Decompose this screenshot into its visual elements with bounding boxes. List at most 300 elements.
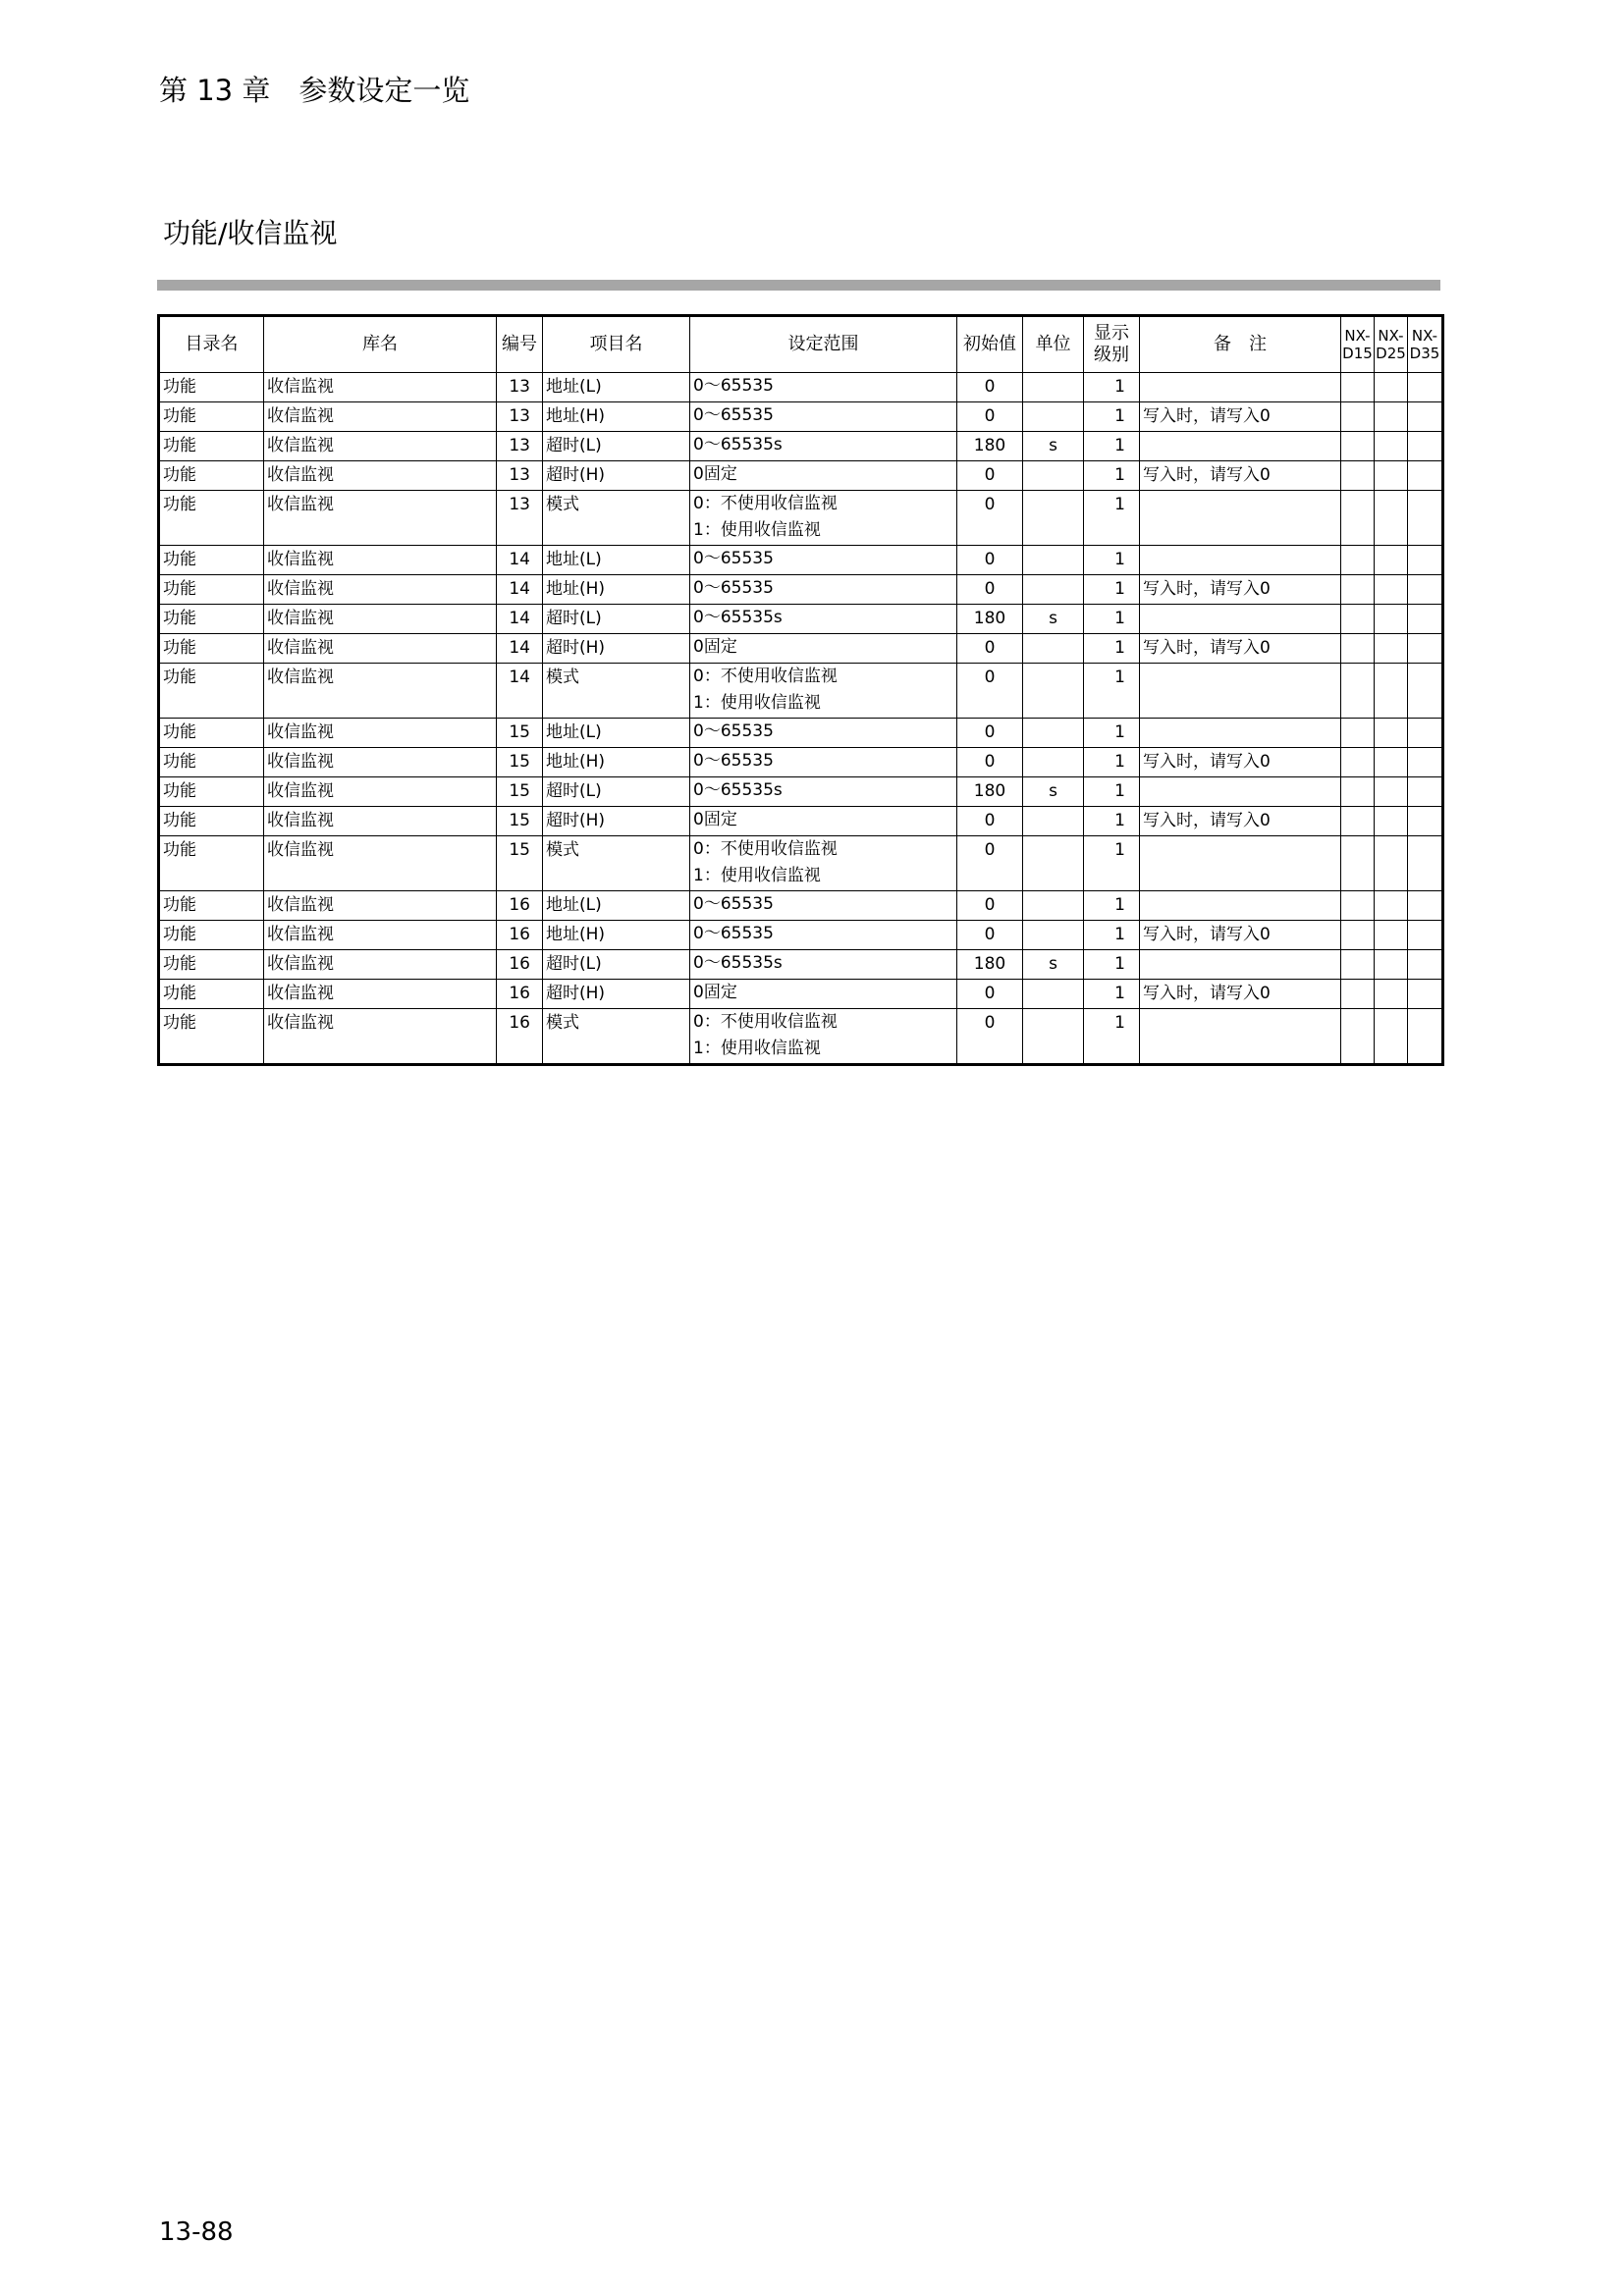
cell-nx-d15	[1341, 402, 1375, 432]
header-nx-d35-line1: NX-	[1411, 327, 1438, 345]
cell-initial: 0	[957, 921, 1023, 950]
header-nx-d25	[1375, 316, 1408, 373]
cell-initial: 0	[957, 980, 1023, 1009]
cell-number: 13	[497, 402, 543, 432]
cell-nx-d25	[1375, 373, 1408, 402]
cell-level: 1	[1084, 921, 1140, 950]
chapter-heading: 第 13 章 参数设定一览	[159, 74, 470, 107]
cell-nx-d25	[1375, 1009, 1408, 1065]
cell-remark	[1140, 777, 1341, 807]
cell-unit	[1023, 980, 1084, 1009]
cell-library: 收信监视	[264, 575, 497, 605]
cell-catalog: 功能	[159, 575, 264, 605]
range-line: 0～65535	[693, 376, 774, 396]
cell-nx-d15	[1341, 1009, 1375, 1065]
cell-level: 1	[1084, 634, 1140, 664]
cell-item: 模式	[543, 491, 690, 546]
cell-catalog: 功能	[159, 491, 264, 546]
cell-library: 收信监视	[264, 1009, 497, 1065]
cell-nx-d35	[1408, 891, 1443, 921]
cell-nx-d15	[1341, 777, 1375, 807]
cell-level: 1	[1084, 980, 1140, 1009]
cell-nx-d35	[1408, 921, 1443, 950]
cell-number: 14	[497, 664, 543, 719]
table-row	[159, 605, 1443, 634]
cell-level: 1	[1084, 461, 1140, 491]
section-divider	[157, 280, 1440, 291]
cell-nx-d25	[1375, 575, 1408, 605]
cell-range	[690, 719, 957, 748]
cell-catalog: 功能	[159, 719, 264, 748]
cell-number: 14	[497, 605, 543, 634]
header-nx-d25-line2: D25	[1376, 345, 1406, 362]
cell-remark	[1140, 836, 1341, 891]
cell-library: 收信监视	[264, 605, 497, 634]
cell-remark	[1140, 491, 1341, 546]
cell-initial: 0	[957, 836, 1023, 891]
cell-remark	[1140, 664, 1341, 719]
cell-nx-d35	[1408, 491, 1443, 546]
cell-unit	[1023, 634, 1084, 664]
cell-remark: 写入时，请写入0	[1140, 575, 1341, 605]
cell-nx-d15	[1341, 546, 1375, 575]
header-nx-d35-line2: D35	[1409, 345, 1440, 362]
header-initial: 初始值	[957, 316, 1023, 373]
range-line: 0～65535	[693, 751, 774, 771]
table-row	[159, 891, 1443, 921]
cell-level: 1	[1084, 891, 1140, 921]
cell-initial: 0	[957, 664, 1023, 719]
cell-number: 16	[497, 891, 543, 921]
cell-item: 地址(L)	[543, 373, 690, 402]
table-row	[159, 664, 1443, 719]
cell-range	[690, 461, 957, 491]
cell-nx-d35	[1408, 575, 1443, 605]
cell-nx-d25	[1375, 807, 1408, 836]
cell-number: 16	[497, 950, 543, 980]
cell-number: 13	[497, 491, 543, 546]
cell-nx-d25	[1375, 777, 1408, 807]
cell-initial: 0	[957, 546, 1023, 575]
cell-nx-d25	[1375, 634, 1408, 664]
cell-library: 收信监视	[264, 891, 497, 921]
range-line: 0固定	[693, 637, 737, 657]
cell-catalog: 功能	[159, 748, 264, 777]
cell-nx-d35	[1408, 1009, 1443, 1065]
cell-item: 地址(H)	[543, 575, 690, 605]
cell-nx-d15	[1341, 605, 1375, 634]
cell-remark: 写入时，请写入0	[1140, 807, 1341, 836]
cell-item: 超时(H)	[543, 807, 690, 836]
cell-item: 地址(H)	[543, 402, 690, 432]
table-row	[159, 491, 1443, 546]
cell-unit: s	[1023, 605, 1084, 634]
range-line: 0：不使用收信监视	[693, 1012, 838, 1032]
cell-nx-d25	[1375, 748, 1408, 777]
cell-nx-d25	[1375, 461, 1408, 491]
cell-catalog: 功能	[159, 432, 264, 461]
cell-unit	[1023, 461, 1084, 491]
cell-nx-d35	[1408, 461, 1443, 491]
range-line: 0：不使用收信监视	[693, 839, 838, 859]
table-row	[159, 980, 1443, 1009]
table-row	[159, 373, 1443, 402]
table-row	[159, 575, 1443, 605]
cell-nx-d15	[1341, 719, 1375, 748]
table-row	[159, 461, 1443, 491]
cell-nx-d25	[1375, 664, 1408, 719]
header-remark: 备 注	[1140, 316, 1341, 373]
cell-catalog: 功能	[159, 1009, 264, 1065]
cell-item: 模式	[543, 1009, 690, 1065]
cell-level: 1	[1084, 605, 1140, 634]
cell-range	[690, 748, 957, 777]
cell-library: 收信监视	[264, 461, 497, 491]
cell-level: 1	[1084, 748, 1140, 777]
cell-catalog: 功能	[159, 891, 264, 921]
cell-range	[690, 921, 957, 950]
header-level-line1: 显示	[1094, 323, 1129, 344]
cell-initial: 0	[957, 402, 1023, 432]
cell-range	[690, 980, 957, 1009]
cell-unit	[1023, 575, 1084, 605]
table-row	[159, 950, 1443, 980]
cell-catalog: 功能	[159, 634, 264, 664]
cell-level: 1	[1084, 777, 1140, 807]
cell-level: 1	[1084, 546, 1140, 575]
range-line: 0固定	[693, 983, 737, 1002]
cell-initial: 180	[957, 605, 1023, 634]
cell-item: 超时(H)	[543, 634, 690, 664]
cell-nx-d15	[1341, 432, 1375, 461]
cell-nx-d35	[1408, 980, 1443, 1009]
cell-number: 16	[497, 1009, 543, 1065]
cell-catalog: 功能	[159, 807, 264, 836]
cell-level: 1	[1084, 575, 1140, 605]
table-row	[159, 546, 1443, 575]
cell-nx-d25	[1375, 921, 1408, 950]
cell-initial: 0	[957, 719, 1023, 748]
cell-catalog: 功能	[159, 402, 264, 432]
cell-library: 收信监视	[264, 373, 497, 402]
cell-nx-d25	[1375, 891, 1408, 921]
cell-nx-d15	[1341, 664, 1375, 719]
cell-nx-d25	[1375, 719, 1408, 748]
cell-item: 超时(L)	[543, 605, 690, 634]
cell-number: 15	[497, 748, 543, 777]
cell-range	[690, 664, 957, 719]
cell-library: 收信监视	[264, 546, 497, 575]
cell-number: 14	[497, 575, 543, 605]
cell-item: 超时(L)	[543, 777, 690, 807]
cell-nx-d35	[1408, 605, 1443, 634]
cell-nx-d25	[1375, 402, 1408, 432]
cell-remark	[1140, 605, 1341, 634]
cell-unit	[1023, 491, 1084, 546]
header-nx-d25-line1: NX-	[1378, 327, 1404, 345]
header-catalog: 目录名	[159, 316, 264, 373]
cell-nx-d35	[1408, 748, 1443, 777]
cell-unit	[1023, 546, 1084, 575]
cell-initial: 0	[957, 1009, 1023, 1065]
cell-catalog: 功能	[159, 605, 264, 634]
cell-catalog: 功能	[159, 777, 264, 807]
header-nx-d15-line2: D15	[1342, 345, 1373, 362]
cell-library: 收信监视	[264, 980, 497, 1009]
cell-nx-d25	[1375, 546, 1408, 575]
cell-level: 1	[1084, 719, 1140, 748]
header-number: 编号	[497, 316, 543, 373]
cell-nx-d15	[1341, 950, 1375, 980]
header-library: 库名	[264, 316, 497, 373]
cell-range	[690, 634, 957, 664]
cell-nx-d15	[1341, 807, 1375, 836]
cell-range	[690, 575, 957, 605]
cell-nx-d35	[1408, 402, 1443, 432]
cell-unit	[1023, 921, 1084, 950]
header-level-line2: 级别	[1094, 345, 1129, 365]
cell-library: 收信监视	[264, 491, 497, 546]
cell-initial: 0	[957, 807, 1023, 836]
cell-nx-d25	[1375, 836, 1408, 891]
cell-catalog: 功能	[159, 461, 264, 491]
cell-number: 13	[497, 432, 543, 461]
range-line: 1：使用收信监视	[693, 693, 821, 713]
cell-item: 超时(H)	[543, 980, 690, 1009]
cell-catalog: 功能	[159, 836, 264, 891]
cell-level: 1	[1084, 1009, 1140, 1065]
cell-level: 1	[1084, 432, 1140, 461]
cell-item: 地址(H)	[543, 748, 690, 777]
cell-remark: 写入时，请写入0	[1140, 748, 1341, 777]
cell-range	[690, 777, 957, 807]
cell-nx-d15	[1341, 836, 1375, 891]
cell-remark: 写入时，请写入0	[1140, 921, 1341, 950]
table-header-row	[159, 316, 1443, 373]
cell-nx-d35	[1408, 634, 1443, 664]
cell-remark	[1140, 1009, 1341, 1065]
cell-nx-d15	[1341, 634, 1375, 664]
cell-item: 模式	[543, 664, 690, 719]
cell-number: 15	[497, 719, 543, 748]
cell-initial: 0	[957, 891, 1023, 921]
cell-nx-d25	[1375, 950, 1408, 980]
cell-library: 收信监视	[264, 719, 497, 748]
cell-nx-d35	[1408, 777, 1443, 807]
range-line: 0～65535s	[693, 953, 783, 973]
table-row	[159, 836, 1443, 891]
cell-initial: 0	[957, 373, 1023, 402]
cell-library: 收信监视	[264, 432, 497, 461]
cell-level: 1	[1084, 664, 1140, 719]
parameter-table	[157, 314, 1444, 1066]
cell-remark: 写入时，请写入0	[1140, 634, 1341, 664]
cell-item: 超时(L)	[543, 950, 690, 980]
cell-unit: s	[1023, 777, 1084, 807]
cell-remark	[1140, 719, 1341, 748]
cell-range	[690, 1009, 957, 1065]
cell-nx-d35	[1408, 373, 1443, 402]
cell-level: 1	[1084, 491, 1140, 546]
cell-nx-d15	[1341, 891, 1375, 921]
range-line: 1：使用收信监视	[693, 1039, 821, 1058]
cell-remark	[1140, 546, 1341, 575]
cell-nx-d15	[1341, 575, 1375, 605]
cell-initial: 180	[957, 950, 1023, 980]
cell-number: 14	[497, 634, 543, 664]
cell-nx-d15	[1341, 921, 1375, 950]
cell-nx-d25	[1375, 605, 1408, 634]
cell-range	[690, 546, 957, 575]
cell-number: 13	[497, 373, 543, 402]
range-line: 0固定	[693, 810, 737, 829]
cell-unit	[1023, 807, 1084, 836]
cell-catalog: 功能	[159, 980, 264, 1009]
cell-number: 15	[497, 836, 543, 891]
range-line: 0～65535	[693, 924, 774, 943]
cell-nx-d35	[1408, 664, 1443, 719]
range-line: 0固定	[693, 464, 737, 484]
range-line: 0～65535	[693, 894, 774, 914]
cell-unit	[1023, 1009, 1084, 1065]
cell-catalog: 功能	[159, 546, 264, 575]
cell-item: 地址(H)	[543, 921, 690, 950]
cell-library: 收信监视	[264, 807, 497, 836]
header-range: 设定范围	[690, 316, 957, 373]
cell-unit: s	[1023, 432, 1084, 461]
header-item: 项目名	[543, 316, 690, 373]
range-line: 0～65535s	[693, 435, 783, 454]
cell-remark	[1140, 373, 1341, 402]
cell-number: 16	[497, 921, 543, 950]
cell-unit	[1023, 748, 1084, 777]
cell-range	[690, 491, 957, 546]
cell-range	[690, 402, 957, 432]
range-line: 0～65535s	[693, 780, 783, 800]
cell-initial: 0	[957, 575, 1023, 605]
table-row	[159, 634, 1443, 664]
cell-nx-d25	[1375, 491, 1408, 546]
cell-unit	[1023, 402, 1084, 432]
cell-catalog: 功能	[159, 664, 264, 719]
cell-library: 收信监视	[264, 950, 497, 980]
cell-catalog: 功能	[159, 950, 264, 980]
cell-remark: 写入时，请写入0	[1140, 402, 1341, 432]
cell-item: 地址(L)	[543, 546, 690, 575]
cell-remark: 写入时，请写入0	[1140, 980, 1341, 1009]
cell-initial: 0	[957, 748, 1023, 777]
cell-level: 1	[1084, 807, 1140, 836]
range-line: 0～65535	[693, 405, 774, 425]
cell-number: 15	[497, 807, 543, 836]
cell-level: 1	[1084, 950, 1140, 980]
cell-number: 16	[497, 980, 543, 1009]
cell-item: 地址(L)	[543, 891, 690, 921]
header-nx-d35	[1408, 316, 1443, 373]
table-row	[159, 921, 1443, 950]
table-row	[159, 719, 1443, 748]
cell-remark	[1140, 891, 1341, 921]
cell-initial: 180	[957, 777, 1023, 807]
cell-unit	[1023, 719, 1084, 748]
range-line: 0～65535s	[693, 608, 783, 627]
cell-level: 1	[1084, 373, 1140, 402]
cell-unit	[1023, 836, 1084, 891]
cell-item: 模式	[543, 836, 690, 891]
cell-library: 收信监视	[264, 634, 497, 664]
cell-initial: 0	[957, 461, 1023, 491]
cell-item: 超时(H)	[543, 461, 690, 491]
cell-range	[690, 807, 957, 836]
cell-nx-d35	[1408, 836, 1443, 891]
page-number: 13-88	[159, 2217, 234, 2247]
cell-catalog: 功能	[159, 921, 264, 950]
header-unit: 单位	[1023, 316, 1084, 373]
cell-nx-d35	[1408, 432, 1443, 461]
cell-nx-d15	[1341, 980, 1375, 1009]
cell-library: 收信监视	[264, 921, 497, 950]
range-line: 0～65535	[693, 578, 774, 598]
cell-number: 13	[497, 461, 543, 491]
cell-library: 收信监视	[264, 402, 497, 432]
cell-initial: 180	[957, 432, 1023, 461]
cell-library: 收信监视	[264, 748, 497, 777]
header-nx-d15-line1: NX-	[1344, 327, 1371, 345]
table-body	[159, 373, 1443, 1065]
cell-remark: 写入时，请写入0	[1140, 461, 1341, 491]
cell-unit	[1023, 891, 1084, 921]
range-line: 0～65535	[693, 721, 774, 741]
table-row	[159, 1009, 1443, 1065]
cell-nx-d15	[1341, 373, 1375, 402]
cell-range	[690, 891, 957, 921]
cell-library: 收信监视	[264, 777, 497, 807]
cell-catalog: 功能	[159, 373, 264, 402]
section-title: 功能/收信监视	[163, 217, 338, 249]
cell-nx-d35	[1408, 546, 1443, 575]
cell-number: 14	[497, 546, 543, 575]
header-nx-d15	[1341, 316, 1375, 373]
table-row	[159, 748, 1443, 777]
cell-remark	[1140, 950, 1341, 980]
cell-range	[690, 950, 957, 980]
cell-range	[690, 373, 957, 402]
cell-number: 15	[497, 777, 543, 807]
cell-level: 1	[1084, 836, 1140, 891]
cell-nx-d35	[1408, 807, 1443, 836]
cell-nx-d35	[1408, 950, 1443, 980]
cell-unit: s	[1023, 950, 1084, 980]
cell-nx-d15	[1341, 461, 1375, 491]
cell-unit	[1023, 373, 1084, 402]
cell-initial: 0	[957, 491, 1023, 546]
cell-item: 地址(L)	[543, 719, 690, 748]
cell-library: 收信监视	[264, 836, 497, 891]
range-line: 0：不使用收信监视	[693, 667, 838, 686]
table-row	[159, 402, 1443, 432]
cell-initial: 0	[957, 634, 1023, 664]
range-line: 1：使用收信监视	[693, 520, 821, 540]
cell-nx-d25	[1375, 980, 1408, 1009]
header-level	[1084, 316, 1140, 373]
cell-item: 超时(L)	[543, 432, 690, 461]
range-line: 0～65535	[693, 549, 774, 568]
cell-unit	[1023, 664, 1084, 719]
cell-nx-d25	[1375, 432, 1408, 461]
cell-range	[690, 432, 957, 461]
cell-level: 1	[1084, 402, 1140, 432]
range-line: 1：使用收信监视	[693, 866, 821, 885]
